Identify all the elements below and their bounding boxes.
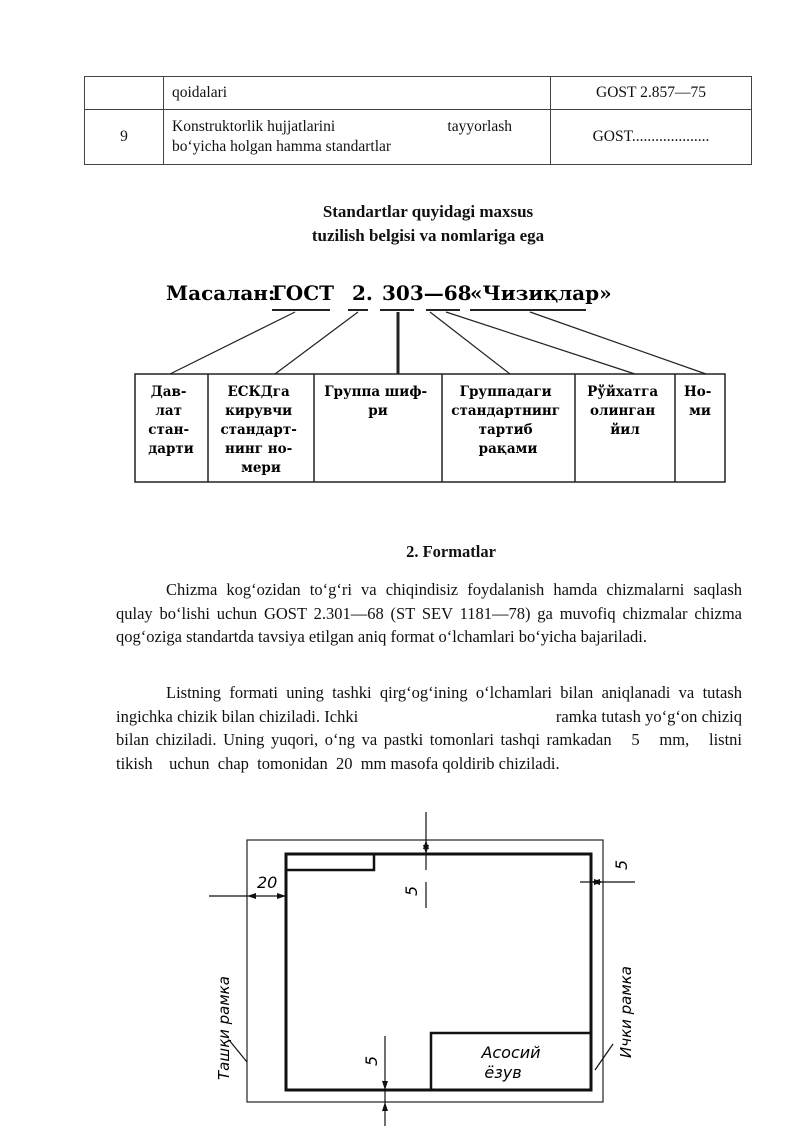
section-heading: 2. Formatlar [406, 542, 496, 561]
row-name: qoidalari [164, 77, 551, 110]
row-name-part: Konstruktorlik hujjatlarini [172, 118, 336, 135]
box-label: ЕСКДга кирувчи стандарт- нинг но- мери [220, 384, 297, 476]
example-group: 2. [352, 281, 373, 305]
row-code: GOST 2.857—75 [551, 77, 752, 110]
box-label: Группадаги стандартнинг тартиб рақами [451, 384, 561, 457]
inner-frame [286, 854, 591, 1090]
paragraph-text: Listning formati uning tashki qirg‘og‘ining o‘lchamlari bilan aniqlanadi va tutash ingichka chizik bilan chiziladi. Ichki ramka tutash yo‘g‘on chiziq bilan chiziladi. Uning yuqori, o‘ng va pastki tomonlari tashqi ramkadan 5 mm, listni tikish uchun chap tomonidan 20 mm masofa qoldirib chiziladi. [116, 683, 755, 773]
row-number [85, 77, 164, 110]
row-name-part: tayyorlash [447, 118, 512, 135]
title-block-text: Асосий [481, 1043, 541, 1062]
example-lead: Масалан: [166, 281, 276, 305]
box-label: Рўйхатга олинган йил [587, 384, 659, 438]
outer-frame [247, 840, 603, 1102]
paragraph [116, 681, 755, 775]
example-gost: ГОСТ [272, 281, 335, 305]
dim-left-label: 20 [257, 873, 278, 892]
dim-top-label: 5 [402, 885, 421, 896]
section-title [0, 200, 800, 248]
row-name-part: bo‘yicha holgan hamma standartlar [172, 138, 392, 155]
box-label: Группа шиф- ри [324, 384, 428, 419]
box-labels [148, 384, 716, 476]
dimension-arrows [247, 840, 603, 1111]
box-label: Но- ми [683, 384, 712, 419]
row-name [164, 110, 551, 165]
table-row [85, 77, 752, 110]
dim-bottom-label: 5 [362, 1055, 381, 1066]
inner-frame-label: Ички рамка [617, 966, 635, 1058]
gost-notation-figure [130, 268, 730, 488]
leader-lines [170, 312, 706, 374]
table-row [85, 110, 752, 165]
outer-frame-label: Ташқи рамка [215, 976, 233, 1080]
corner-block [286, 854, 374, 870]
example-number: 303—68 [382, 281, 472, 305]
paragraph [116, 578, 742, 649]
standards-table [84, 76, 752, 165]
paragraph-text: Chizma kog‘ozidan to‘g‘ri va chiqindisiz foydalanish hamda chizmalarni saqlash qulay bo‘lishi uchun GOST 2.301—68 (ST SEV 1181—78) ga muvofiq chizmalar chizma qog‘oziga standartda tavsiya etilgan aniq format o‘lchamlari bo‘yicha bajariladi. [116, 580, 742, 646]
dimension-lines [209, 812, 635, 1126]
row-number: 9 [85, 110, 164, 165]
row-code: GOST.................... [551, 110, 752, 165]
title-block-text: ёзув [484, 1063, 522, 1082]
dim-right-label: 5 [612, 859, 631, 870]
title-line: tuzilish belgisi va nomlariga ega [311, 226, 545, 245]
format-diagram [195, 808, 655, 1128]
box-label: Дав- лат стан- дарти [148, 384, 194, 457]
title-line: Standartlar quyidagi maxsus [322, 202, 534, 221]
example-name: «Чизиқлар» [470, 281, 612, 305]
